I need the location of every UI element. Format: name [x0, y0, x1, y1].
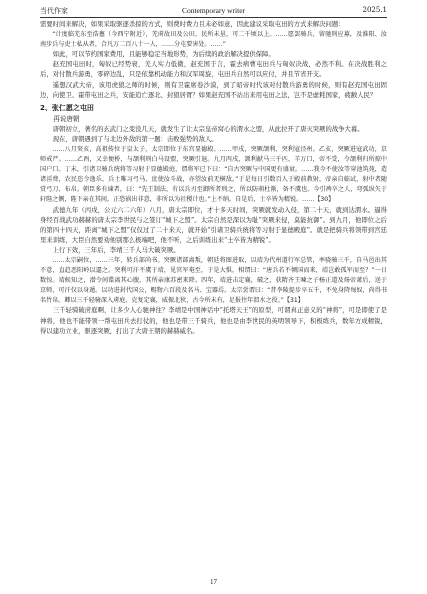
running-header — [40, 5, 387, 18]
header-issue: 2025.1 — [362, 6, 387, 14]
paragraph: 赵充国屯田时，匈奴已经势衰，羌人实力低微，赵充国于言，霍去病曹屯田兵与匈奴决战，必然不利。在决战胜利之后，对付散兵游勇，零碎边乱，只是依靠机动能力和汉军周旋，屯田兵自然可以应付，并且节省开支。 — [40, 61, 387, 79]
section-heading: 2、张仁愿之屯田 — [40, 103, 94, 112]
header-journal-name: 当代作家 — [40, 7, 68, 15]
page-number: 17 — [210, 578, 217, 586]
paragraph: 唐朝初立，著名的玄武门之变没几天，就发生了让太宗皇帝窝心的渭水之盟，从此拉开了唐灭突厥的战争大幕。 — [52, 125, 364, 133]
paragraph: 需要时间来解决，如果采取驱逐杀掠的方式，则费时费力且未必如意，因此建议采取屯田的方式来解决问题： — [40, 21, 345, 28]
paragraph: 遥想汉武大帝，该用虎狼之师的时候，则有卫霍席卷沙漠，到了昭帝时代该对付散兵游勇的时候，则有赵充国屯田固边，向使卫、霍带屯田之兵，安能追亡逐北、封狼居胥？如果赵充国不站出来用屯田之法，岂不是虚耗国家，疲敝人民？ — [40, 81, 387, 99]
paragraph: 三千轻骑破虏庭啊，让多少人心驰神往？李靖是中国神话中“托塔天王”的原型，可谓真正意义的“神将”，可是即使了是神将，他也不能带领一帮屯田兵去打仗的，他也是带三千骑兵，他也是由李世民的英明领导下，积极练兵，数年方成精锐，得以建功立业，驱逐突厥，打出了大唐王朝的赫赫威名。 — [40, 307, 387, 335]
paragraph: 如此，可以节约国家费用，且能够稳定当地形势，为后续的政治解决提供保障。 — [52, 51, 275, 59]
block-quote: ……八月癸亥，高祖传位于皇太子，太宗即位于东宫显德殿。……甲戌，突厥颉利、突利寇泾州。乙亥，突厥进寇武功，京师戒严。……乙酉，又幸便桥，与颉利刑白马设盟，突厥引退。九月丙戌，颉利献马三千匹、羊万口，帝不受，令颉利归所掠中国户口。丁未，引诸卫骑兵统将等习射于显德殿庭，谓将军已下曰：“自古突厥与中国更有盛衰。……我今不使汝等穿池筑苑，造诸淫费，农民恣令逸乐，兵士唯习弓马，庶使汝斗战，亦望汝前无横敌。”于是每日引数百人于殿前教射，帝亲自临试，射中者随赏弓刀、布帛。朝臣多有谏者，曰：“先王制法，有以兵刃至御所者刑之，所以防萌杜渐，备不虞也。今引裨卒之人，弯弧纵矢于轩陛之侧，陛下亲在其间，正恐祸出非意，非所以为社稷计也。”上不纳。自是后，士卒皆为精锐。……【30】 — [40, 145, 387, 204]
paragraph: 现在，唐朝遇到了与北边外敌的第一题：击败强势的敌人。 — [52, 135, 218, 143]
paragraph: 武德九年（丙戌，公元六二六年）八月，唐太宗即位，才十多天时间，突厥就发动入侵，第二十天，就到达渭水。逼得身经百战武功赫赫的唐太宗李世民与之签订“城下之盟”。太宗自然是深以为耻“突厥来侵，莫能抗御”。到九月，他即位之后的第四十四天，距离“城下之盟”仅仅过了二十来天，就开始“引诸卫骑兵统将等习射于显德殿庭”。就是把骑兵将领带到宫廷里来训练，大臣自然要劝他别那么极端吧，他不听，之后训练出来“士卒皆为精锐”。 — [40, 206, 387, 244]
subsection-heading: 再说唐朝 — [53, 114, 80, 123]
paragraph: 上行下效，三年后，李靖三千人马大破突厥。 — [52, 246, 180, 254]
block-quote: “计度临羌东至浩亹（今西宁附近），羌虏故田及公田，民所未垦，可二千顷以上。……愿罢骑兵，留驰刑应募，及淮阳、汝南步兵与吏士私从者，合凡万二百八十一人，……分屯要害处。……” — [40, 31, 387, 49]
block-quote: ……太宗嗣位，……三年，转兵部尚书。突厥诸部离叛，朝廷将图进取，以靖为代州道行军总管，率骁骑三千，自马邑出其不意，直趋恶阳岭以逼之。突利可汗不虞于靖，见官军奄至，于是大惧，相谓曰：“唐兵若不倾国而来，靖岂敢孤军而至？”一日数惊。靖候知之，潜令间谍离其心腹，其所亲康苏密来降。四年，靖进击定襄，破之，获隋齐王暕之子杨正道及炀帝萧后，送于京师，可汗仅以身遁。以功进封代国公，赐物六百段及名马、宝器焉。太宗尝谓曰：“昔李陵提步卒五千，不免身降匈奴，尚得书名竹帛。卿以三千轻骑深入虏庭，克复定襄，威振北狄，古今所未有，足报往年渭水之役。”【31】 — [40, 256, 387, 305]
header-english-title: Contemporary writer — [181, 6, 246, 15]
article-body — [40, 20, 387, 337]
